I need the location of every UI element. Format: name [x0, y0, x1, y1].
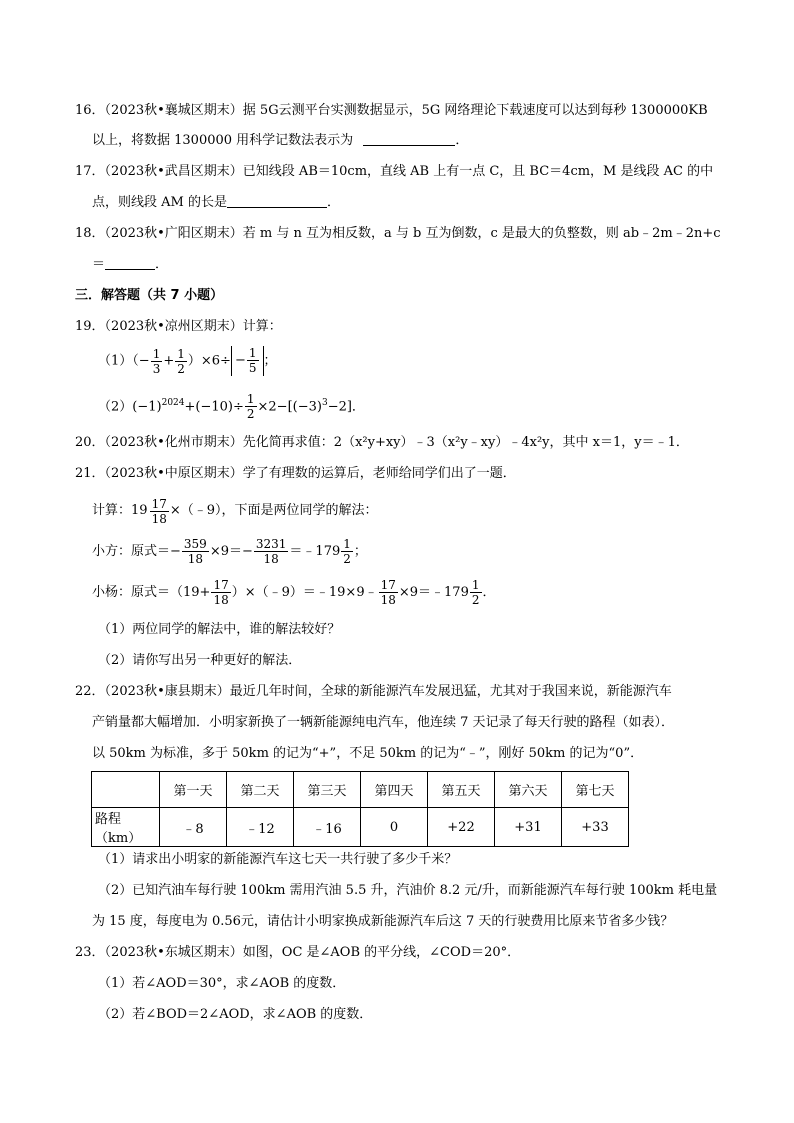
paren-open: （ [132, 353, 139, 369]
numerator: 359 [183, 537, 207, 551]
whole-part: 19 [131, 503, 148, 518]
expr-end: ； [353, 544, 367, 559]
answer-blank-18[interactable] [105, 256, 155, 270]
question-21-stem: 21．（2023秋•中原区期末）学了有理数的运算后，老师给同学们出了一题． [75, 466, 516, 481]
expr-end: ； [263, 353, 277, 369]
question-16-line1: 16．（2023秋•襄城区期末）据 5G云测平台实测数据显示，5G 网络理论下载速度可以达到每秒 1300000KB [75, 103, 708, 118]
question-21-calc [92, 494, 378, 528]
exponent: 3 [321, 398, 328, 408]
fraction [470, 578, 482, 607]
table-row-label: 路程（km） [92, 808, 160, 847]
table-cell: +22 [428, 808, 495, 847]
expr-mid: ×9＝− [209, 544, 253, 559]
part-label: （2） [98, 399, 133, 415]
plus-sign: + [163, 353, 175, 369]
question-18-end: ． [155, 257, 169, 272]
mileage-table [91, 771, 629, 847]
question-23-sub2: （2）若∠BOD＝2∠AOD，求∠AOB 的度数． [98, 1007, 373, 1022]
question-23-stem: 23．（2023秋•东城区期末）如图，OC 是∠AOB 的平分线，∠COD＝20°． [75, 945, 521, 960]
question-18-line1: 18．（2023秋•广阳区期末）若 m 与 n 互为相反数，a 与 b 互为倒数，c 是最大的负整数，则 ab﹣2m﹣2n+c [75, 226, 721, 241]
table-cell: ﹣16 [294, 808, 361, 847]
fraction [182, 537, 209, 566]
fraction [150, 497, 169, 526]
numerator: 17 [380, 578, 396, 592]
denominator: 3 [152, 361, 161, 376]
numerator: 1 [177, 346, 185, 361]
denominator: 18 [187, 552, 203, 566]
fraction [341, 537, 353, 566]
exponent: 2024 [161, 398, 185, 408]
question-16-end: ． [455, 133, 469, 148]
denominator: 2 [177, 361, 185, 376]
question-16-line2 [92, 131, 468, 151]
table-header-cell [92, 772, 160, 808]
calc-label: 计算： [92, 503, 132, 518]
fraction-one-fifth [247, 346, 259, 375]
question-17-text: 点，则线段 AM 的长是 [92, 195, 227, 210]
expr-end: ． [482, 585, 496, 600]
question-21-sub1: （1）两位同学的解法中，谁的解法较好？ [98, 622, 341, 637]
expr-eq: ＝﹣179 [289, 544, 341, 559]
xiaoyang-label: 小杨：原式＝（19+ [92, 585, 211, 600]
fraction [379, 578, 398, 607]
numerator: 3231 [255, 537, 287, 551]
absolute-value [231, 346, 264, 376]
expr-eq: ×9＝﹣179 [398, 585, 469, 600]
question-19-part2 [98, 388, 365, 422]
question-16-text: 以上，将数据 1300000 用科学记数法表示为 [92, 133, 354, 148]
table-cell: +31 [495, 808, 562, 847]
numerator: 1 [246, 392, 255, 407]
table-header-cell: 第三天 [294, 772, 361, 808]
table-cell: ﹣12 [227, 808, 294, 847]
part-label: （1） [98, 353, 133, 369]
question-22-sub1: （1）请求出小明家的新能源汽车这七天一共行驶了多少千米？ [98, 852, 458, 867]
xiaofang-label: 小方：原式＝− [92, 544, 181, 559]
numerator: 1 [471, 578, 480, 592]
fraction-one-half [175, 347, 187, 376]
question-21-xiaofang [92, 535, 367, 569]
numerator: 1 [152, 346, 161, 361]
question-21-sub2: （2）请你写出另一种更好的解法． [98, 653, 302, 668]
numerator: 17 [151, 496, 167, 511]
table-cell: +33 [562, 808, 629, 847]
denominator: 5 [248, 361, 257, 375]
table-header-cell: 第四天 [361, 772, 428, 808]
answer-blank-16[interactable] [363, 132, 455, 146]
question-22-line2: 产销量都大幅增加．小明家新换了一辆新能源纯电汽车，他连续 7 天记录了每天行驶的路程（如表）． [92, 715, 675, 730]
expr-c: ×2−[(−3) [257, 399, 322, 415]
question-19-part1 [98, 346, 277, 377]
calc-rest: ×（﹣9），下面是两位同学的解法： [169, 503, 378, 518]
question-22-line3: 以 50km 为标准，多于 50km 的记为“+”，不足 50km 的记为“﹣”，刚好 50km 的记为“0”． [92, 746, 644, 761]
numerator: 1 [248, 346, 257, 360]
table-header-cell: 第六天 [495, 772, 562, 808]
denominator: 2 [343, 552, 351, 566]
expr-mid: ）×6÷ [187, 353, 231, 369]
minus-sign: − [138, 353, 150, 369]
question-19-stem: 19．（2023秋•凉州区期末）计算： [75, 319, 282, 334]
fraction-one-third [151, 347, 163, 376]
question-18-text: ＝ [92, 257, 106, 272]
expr-b: +(−10)÷ [184, 399, 244, 415]
table-header-cell: 第七天 [562, 772, 629, 808]
table-header-cell: 第五天 [428, 772, 495, 808]
expr-d: −2]． [327, 399, 365, 415]
question-22-sub2-line2: 为 15 度，每度电为 0.56元，请估计小明家换成新能源汽车后这 7 天的行驶费用比原来节省多少钱？ [92, 914, 674, 929]
question-17-line2 [92, 193, 340, 213]
table-header-cell: 第二天 [227, 772, 294, 808]
fraction [211, 578, 230, 607]
question-21-xiaoyang [92, 576, 496, 610]
minus-sign: − [234, 353, 246, 368]
expr-a: (−1) [132, 399, 162, 415]
table-header-row [92, 772, 629, 808]
table-header-cell: 第一天 [160, 772, 227, 808]
numerator: 1 [343, 537, 351, 551]
fraction [254, 537, 289, 566]
table-row [92, 808, 629, 847]
question-20: 20．（2023秋•化州市期末）先化简再求值：2（x²y+xy）﹣3（x²y﹣xy）﹣4x²y，其中 x＝1，y＝﹣1． [75, 435, 689, 450]
question-17-line1: 17．（2023秋•武昌区期末）已知线段 AB＝10cm，直线 AB 上有一点 C，且 BC＝4cm，M 是线段 AC 的中 [75, 164, 714, 179]
question-22-line1: 22．（2023秋•康县期末）最近几年时间，全球的新能源汽车发展迅猛，尤其对于我国来说，新能源汽车 [75, 684, 672, 699]
question-17-end: ． [326, 195, 340, 210]
answer-blank-17[interactable] [227, 194, 327, 208]
expr-mid: ）×（﹣9）＝﹣19×9﹣ [231, 585, 378, 600]
denominator: 18 [380, 593, 396, 607]
denominator: 2 [471, 593, 480, 607]
denominator: 18 [213, 593, 229, 607]
question-22-sub2-line1: （2）已知汽油车每行驶 100km 需用汽油 5.5 升，汽油价 8.2 元/升，而新能源汽车每行驶 100km 耗电量 [98, 883, 718, 898]
denominator: 18 [263, 552, 279, 566]
section-heading: 三．解答题（共 7 小题） [75, 288, 224, 303]
fraction-one-half [245, 392, 257, 421]
numerator: 17 [213, 578, 229, 592]
question-18-line2 [92, 255, 168, 275]
denominator: 18 [151, 511, 167, 526]
table-cell: ﹣8 [160, 808, 227, 847]
mixed-number [131, 494, 170, 528]
denominator: 2 [246, 407, 255, 422]
question-23-sub1: （1）若∠AOD＝30°，求∠AOB 的度数． [98, 976, 346, 991]
table-cell: 0 [361, 808, 428, 847]
